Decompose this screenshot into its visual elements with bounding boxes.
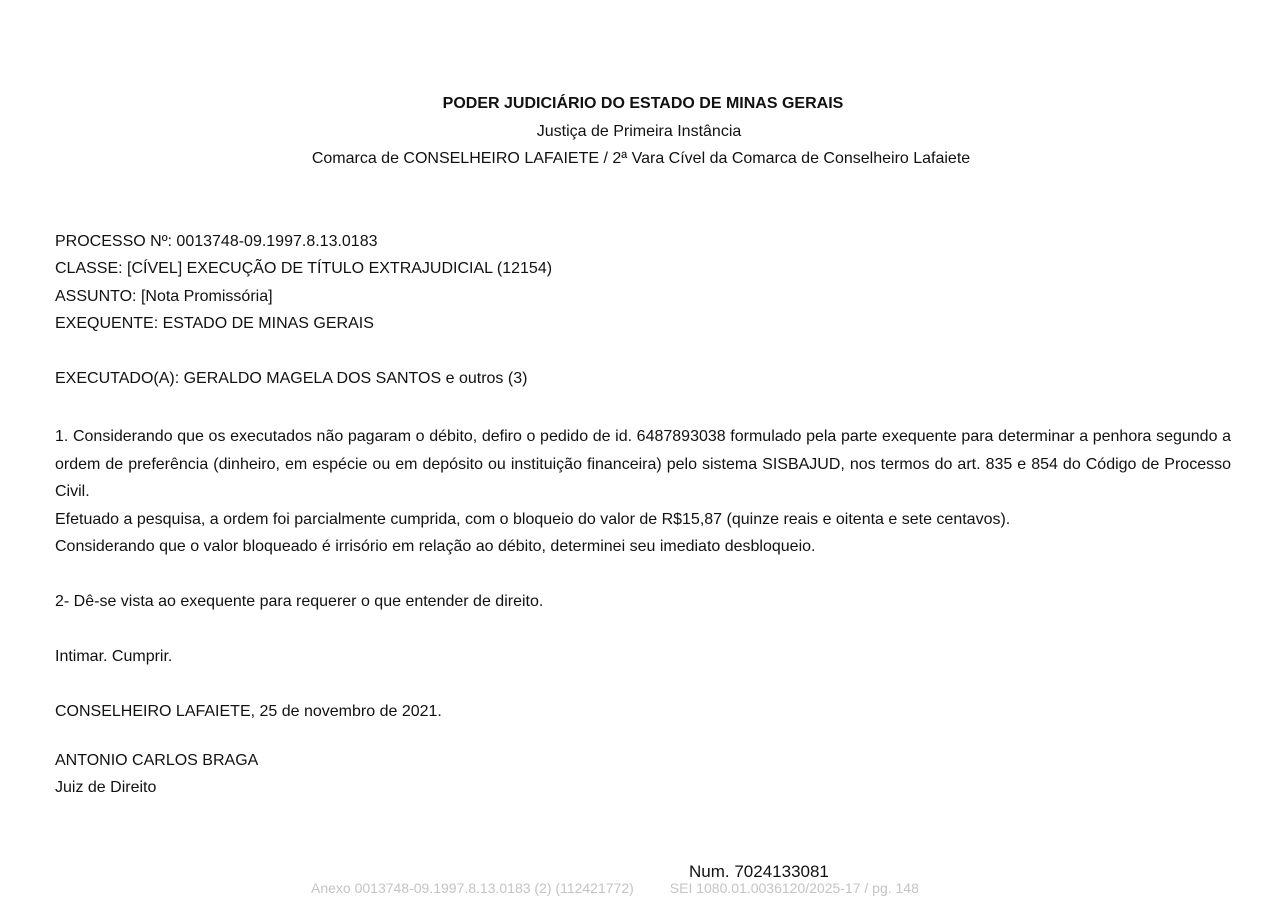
decision-item-1-conclusion: Considerando que o valor bloqueado é irrisório em relação ao débito, determinei seu imediato desbloqueio.: [55, 538, 816, 555]
decision-item-2: 2- Dê-se vista ao exequente para requerer o que entender de direito.: [55, 593, 544, 610]
court-instance: Justiça de Primeira Instância: [536, 122, 742, 140]
court-name: PODER JUDICIÁRIO DO ESTADO DE MINAS GERAIS: [442, 95, 844, 112]
annex-reference: Anexo 0013748-09.1997.8.13.0183 (2) (112421772): [311, 880, 634, 896]
judge-role: Juiz de Direito: [55, 779, 157, 796]
case-subject: ASSUNTO: [Nota Promissória]: [55, 287, 273, 305]
decision-order: Intimar. Cumprir.: [55, 648, 173, 665]
signature-block: [55, 750, 258, 804]
case-metadata: [55, 231, 552, 395]
document-number: Num. 7024133081: [689, 862, 829, 881]
sei-reference: SEI 1080.01.0036120/2025-17 / pg. 148: [669, 880, 919, 896]
spacer: [55, 671, 1231, 699]
case-plaintiff: EXEQUENTE: ESTADO DE MINAS GERAIS: [55, 315, 374, 333]
case-class: CLASSE: [CÍVEL] EXECUÇÃO DE TÍTULO EXTRAJUDICIAL (12154): [55, 260, 553, 278]
case-defendant: EXECUTADO(A): GERALDO MAGELA DOS SANTOS e outros (3): [55, 369, 528, 387]
decision-item-1-result: Efetuado a pesquisa, a ordem foi parcialmente cumprida, com o bloqueio do valor de R$15,87 (quinze reais e oitenta e sete centavos).: [55, 510, 1011, 528]
decision-body: [55, 423, 1231, 726]
spacer: [55, 341, 552, 368]
annex-footer: [311, 880, 919, 896]
judge-name: ANTONIO CARLOS BRAGA: [55, 752, 259, 769]
decision-item-1: 1. Considerando que os executados não pagaram o débito, defiro o pedido de id. 6487893038 formulado pela parte exequente para determinar a penhora segundo a ordem de preferência (dinheiro, em espécie ou em depósito ou instituição financeira) pelo sistema SISBAJUD, nos termos do art. 835 e 854 do Código de Processo Civil.: [55, 428, 1231, 500]
document-header: [0, 93, 1286, 176]
court-comarca: Comarca de CONSELHEIRO LAFAIETE / 2ª Vara Cível da Comarca de Conselheiro Lafaiete: [311, 150, 971, 167]
spacer: [55, 561, 1231, 589]
case-number: PROCESSO Nº: 0013748-09.1997.8.13.0183: [55, 233, 378, 250]
spacer: [55, 616, 1231, 644]
place-and-date: CONSELHEIRO LAFAIETE, 25 de novembro de 2021.: [55, 703, 442, 720]
